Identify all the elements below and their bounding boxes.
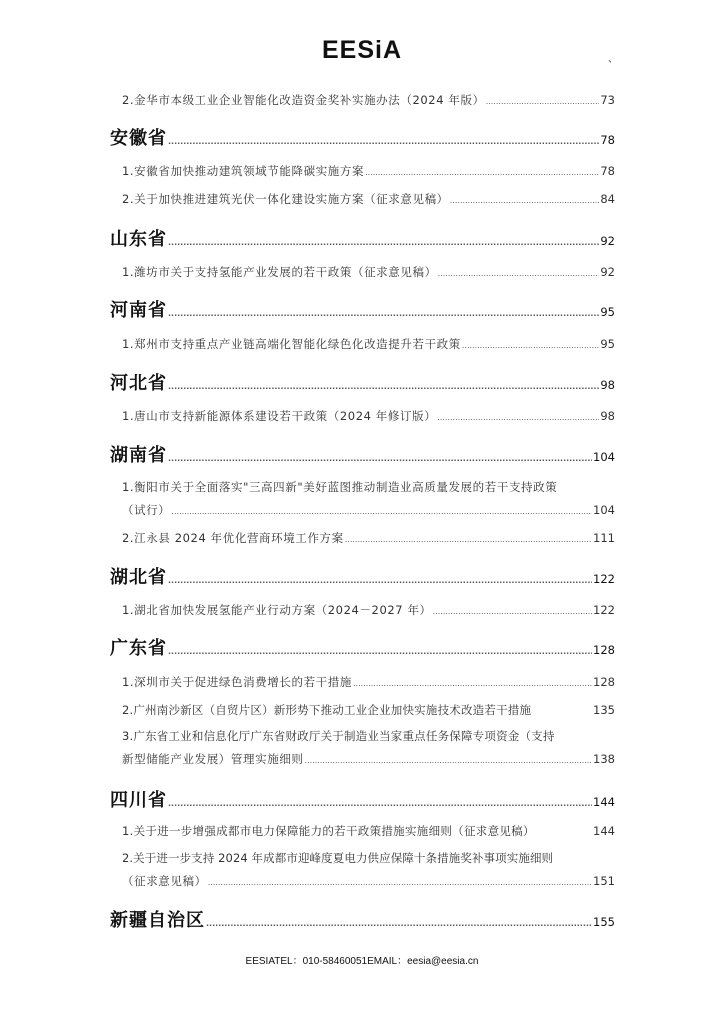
toc-entry-henan-1[interactable] xyxy=(110,336,615,352)
toc-page-number: 104 xyxy=(593,450,615,464)
toc-entry-title: 2.江永县 2024 年优化营商环境工作方案 xyxy=(122,531,344,545)
toc-page-number: 111 xyxy=(593,531,615,545)
dot-leader xyxy=(168,128,599,149)
toc-page-number: 98 xyxy=(600,409,615,423)
section-title: 河北省 xyxy=(110,373,167,394)
toc-section-hebei[interactable] xyxy=(110,369,615,395)
dot-leader xyxy=(450,192,600,206)
toc-entry-title: 1.郑州市支持重点产业链高端化智能化绿色化改造提升若干政策 xyxy=(122,337,461,351)
toc-entry-title: （试行） xyxy=(122,503,171,517)
toc-page-number: 128 xyxy=(593,675,615,689)
eesia-logo: EESiA xyxy=(321,36,403,64)
toc-section-anhui[interactable] xyxy=(110,124,615,150)
dot-leader xyxy=(486,93,600,107)
dot-leader xyxy=(168,567,592,588)
toc-entry-title: （征求意见稿） xyxy=(122,874,207,888)
toc-section-hubei[interactable] xyxy=(110,563,615,589)
dot-leader xyxy=(438,265,600,279)
toc-entry-title: 1.关于进一步增强成都市电力保障能力的若干政策措施实施细则（征求意见稿） xyxy=(122,824,535,838)
toc-page-number: 92 xyxy=(600,234,615,248)
dot-leader xyxy=(437,409,599,423)
toc-entry-title: 1.潍坊市关于支持氢能产业发展的若干政策（征求意见稿） xyxy=(122,265,437,279)
toc-page-number: 73 xyxy=(600,93,615,107)
toc-entry-guangdong-2[interactable] xyxy=(110,702,615,718)
section-title: 安徽省 xyxy=(110,128,167,149)
toc-section-shandong[interactable] xyxy=(110,225,615,251)
dot-leader xyxy=(208,874,592,888)
toc-page-number: 78 xyxy=(600,164,615,178)
section-title: 广东省 xyxy=(110,638,167,659)
dot-leader xyxy=(305,752,593,766)
toc-entry-hunan-1[interactable] xyxy=(110,502,615,518)
dot-leader xyxy=(365,164,599,178)
dot-leader xyxy=(168,638,592,659)
toc-page-number: 138 xyxy=(593,752,615,766)
toc-page-number: 78 xyxy=(600,133,615,147)
dot-leader xyxy=(462,337,599,351)
toc-page-number: 128 xyxy=(593,643,615,657)
toc-page-number: 144 xyxy=(593,824,615,838)
toc-entry-hunan-2[interactable] xyxy=(110,530,615,546)
toc-page-number: 155 xyxy=(593,915,615,929)
dot-leader xyxy=(433,603,592,617)
toc-section-sichuan[interactable] xyxy=(110,786,615,812)
footer-contact: EESIATEL：010-58460051EMAIL：eesia@eesia.cn xyxy=(245,956,479,967)
toc-page-number: 84 xyxy=(600,192,615,206)
toc-entry-guangdong-3[interactable] xyxy=(110,751,615,767)
dot-leader xyxy=(206,910,592,931)
section-title: 山东省 xyxy=(110,229,167,250)
toc-entry-hunan-1-line1[interactable]: 1.衡阳市关于全面落实"三高四新"美好蓝图推动制造业高质量发展的若干支持政策 xyxy=(122,480,558,494)
toc-page-number: 104 xyxy=(593,503,615,517)
toc-page-number: 122 xyxy=(593,603,615,617)
toc-entry-sichuan-1[interactable] xyxy=(110,823,615,839)
section-title: 湖北省 xyxy=(110,567,167,588)
dot-leader xyxy=(168,300,599,321)
toc-section-henan[interactable] xyxy=(110,296,615,322)
toc-entry-title: 1.深圳市关于促进绿色消费增长的若干措施 xyxy=(122,675,352,689)
toc-page-number: 122 xyxy=(593,572,615,586)
toc-section-xinjiang[interactable] xyxy=(110,906,615,932)
section-title: 四川省 xyxy=(110,790,167,811)
toc-entry-jinhua[interactable] xyxy=(110,92,615,108)
section-title: 湖南省 xyxy=(110,445,167,466)
toc-entry-sichuan-2[interactable] xyxy=(110,873,615,889)
toc-section-guangdong[interactable] xyxy=(110,634,615,660)
toc-page-number: 95 xyxy=(600,337,615,351)
dot-leader xyxy=(171,503,592,517)
toc-entry-title: 1.唐山市支持新能源体系建设若干政策（2024 年修订版） xyxy=(122,409,437,423)
toc-entry-shandong-1[interactable] xyxy=(110,264,615,280)
toc-entry-hebei-1[interactable] xyxy=(110,408,615,424)
toc-page-number: 95 xyxy=(600,305,615,319)
dot-leader xyxy=(168,373,599,394)
toc-page-number: 151 xyxy=(593,874,615,888)
dot-leader xyxy=(345,531,592,545)
toc-entry-title: 新型储能产业发展）管理实施细则 xyxy=(122,752,304,766)
toc-entry-guangdong-1[interactable] xyxy=(110,674,615,690)
toc-entry-title: 2.广州南沙新区（自贸片区）新形势下推动工业企业加快实施技术改造若干措施 xyxy=(122,703,532,717)
toc-page-number: 144 xyxy=(593,795,615,809)
toc-entry-title: 2.金华市本级工业企业智能化改造资金奖补实施办法（2024 年版） xyxy=(122,93,485,107)
toc-page-number: 135 xyxy=(593,703,615,717)
toc-entry-anhui-2[interactable] xyxy=(110,191,615,207)
toc-entry-sichuan-2-line1[interactable]: 2.关于进一步支持 2024 年成都市迎峰度夏电力供应保障十条措施奖补事项实施细则 xyxy=(122,851,554,865)
toc-entry-hubei-1[interactable] xyxy=(110,602,615,618)
toc-entry-title: 2.关于加快推进建筑光伏一体化建设实施方案（征求意见稿） xyxy=(122,192,449,206)
section-title: 河南省 xyxy=(110,300,167,321)
toc-page-number: 98 xyxy=(600,378,615,392)
dot-leader xyxy=(168,790,592,811)
dot-leader xyxy=(168,229,599,250)
section-title: 新疆自治区 xyxy=(110,910,205,931)
toc-entry-guangdong-3-line1[interactable]: 3.广东省工业和信息化厅广东省财政厅关于制造业当家重点任务保障专项资金（支持 xyxy=(122,729,555,743)
toc-page-number: 92 xyxy=(600,265,615,279)
dot-leader xyxy=(353,675,592,689)
toc-section-hunan[interactable] xyxy=(110,441,615,467)
toc-entry-title: 1.湖北省加快发展氢能产业行动方案（2024－2027 年） xyxy=(122,603,432,617)
toc-entry-anhui-1[interactable] xyxy=(110,163,615,179)
corner-mark: 、 xyxy=(608,54,618,65)
dot-leader xyxy=(168,445,592,466)
toc-entry-title: 1.安徽省加快推动建筑领域节能降碳实施方案 xyxy=(122,164,365,178)
